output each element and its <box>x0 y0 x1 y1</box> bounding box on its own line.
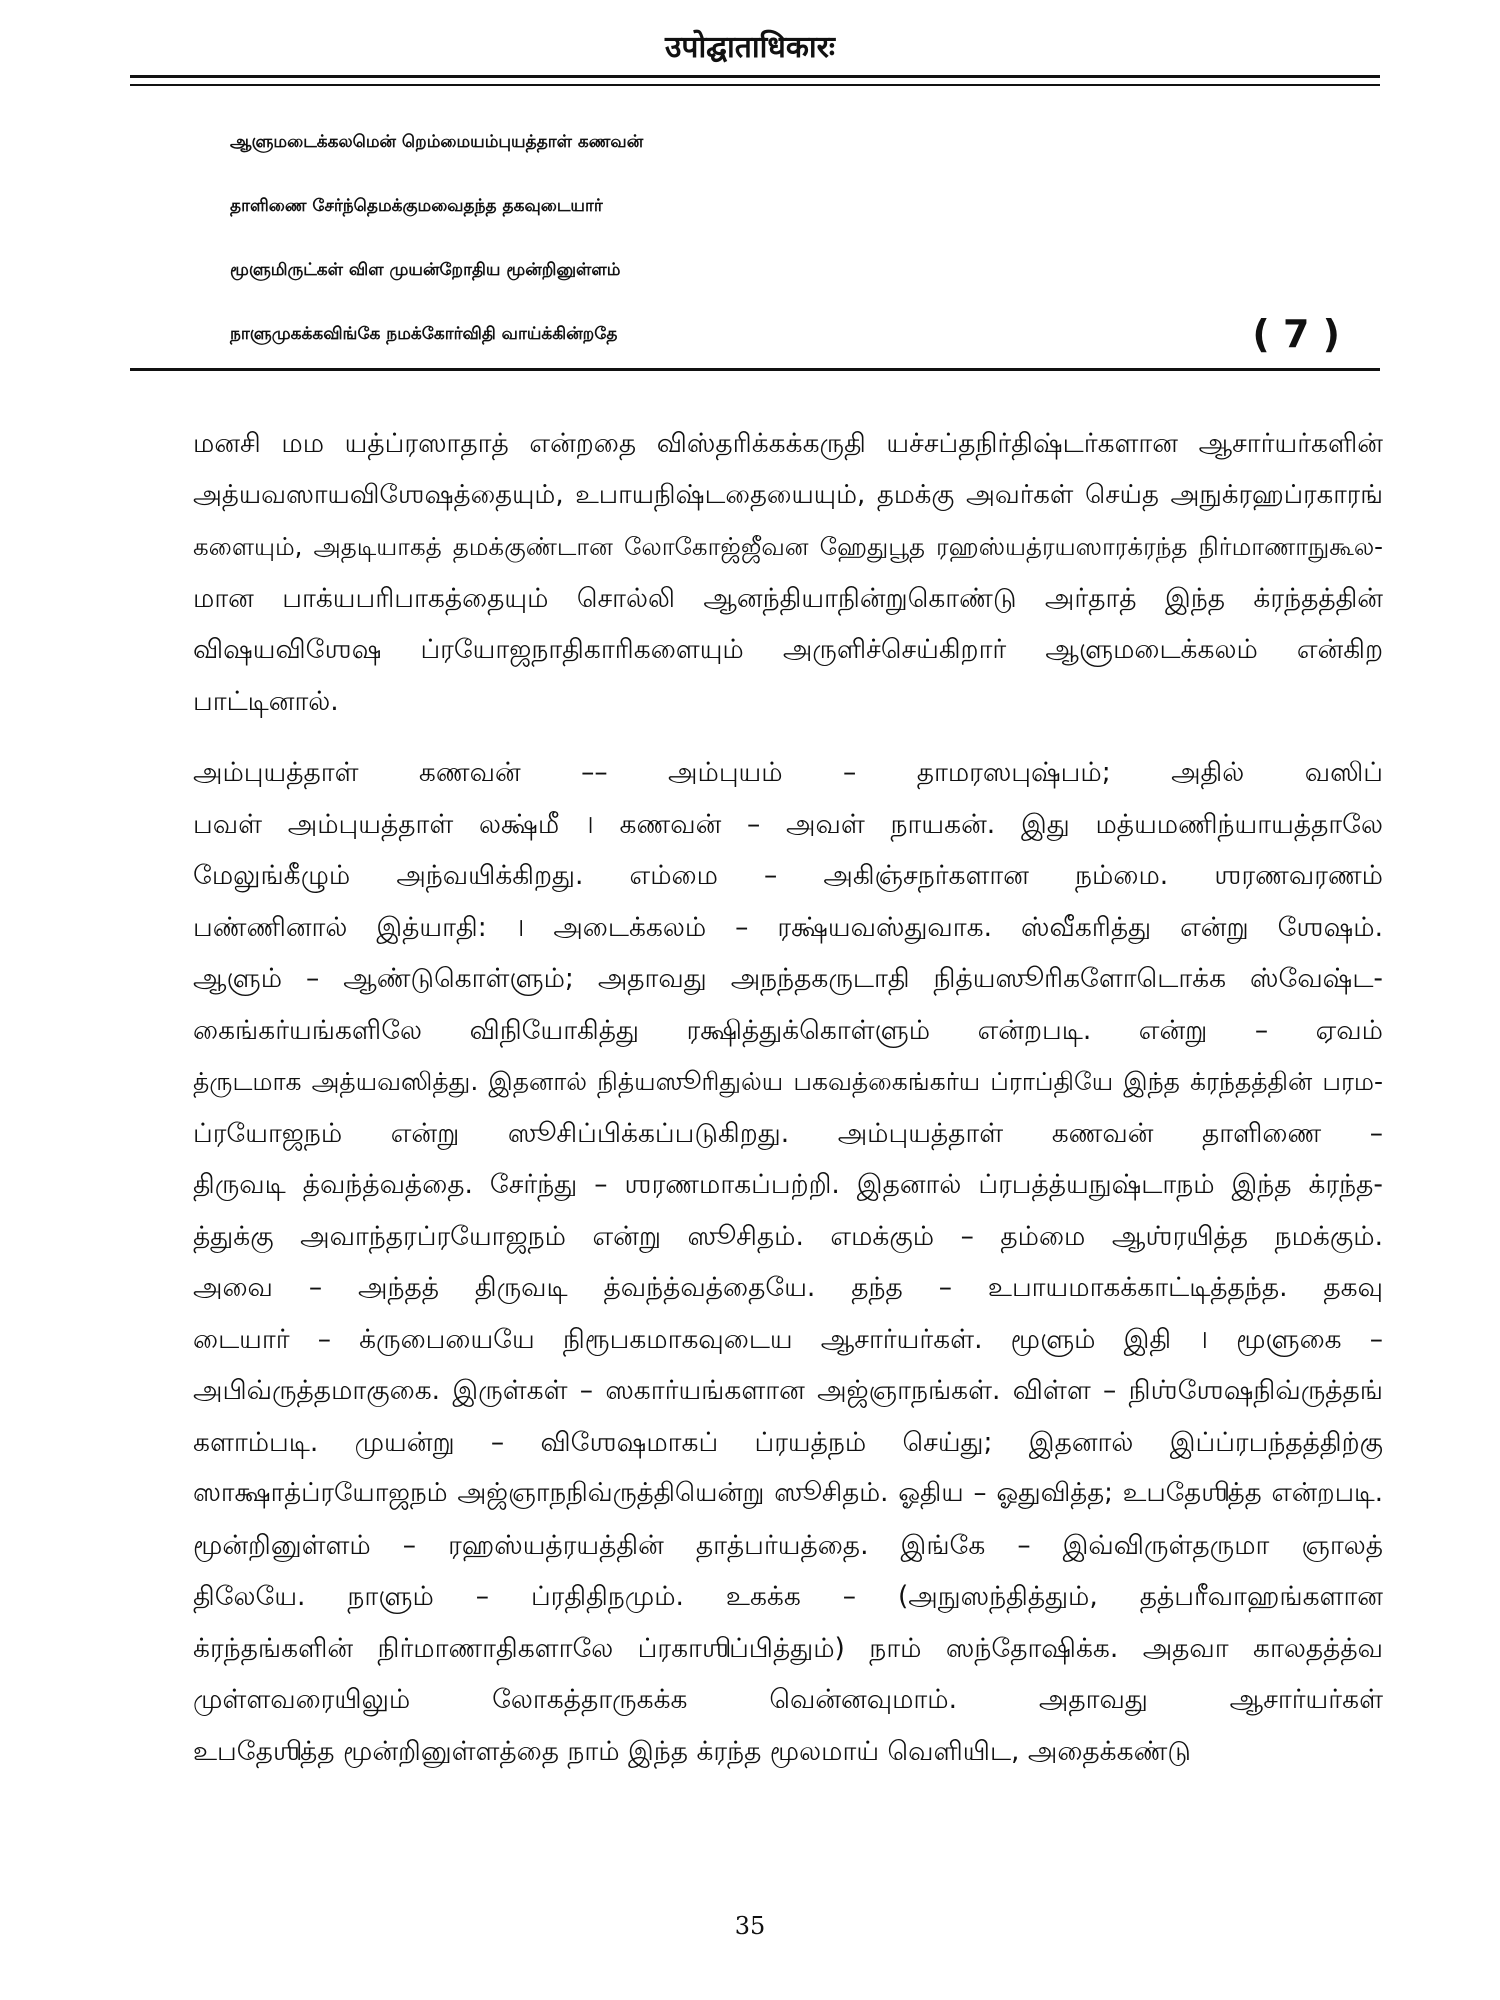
text-line: களையும், அதடியாகத் தமக்குண்டான லோகோஜ்ஜீவன ஹேதுபூத ரஹஸ்யத்ரயஸாரக்ரந்த நிர்மாணாநுகூல- <box>193 532 1383 561</box>
text-line: விஷயவிஶேஷ ப்ரயோஜநாதிகாரிகளையும் அருளிச்செய்கிறார் ஆளுமடைக்கலம் என்கிற <box>193 634 1383 665</box>
text-line: த்துக்கு அவாந்தரப்ரயோஜநம் என்று ஸூசிதம். எமக்கும் – தம்மை ஆஶ்ரயித்த நமக்கும். <box>193 1220 1383 1252</box>
paragraph-word-meaning <box>133 747 1383 1777</box>
verse-line: தாளிணை சேர்ந்தெமக்குமவைதந்த தகவுடையார் <box>230 196 603 216</box>
text-line: மனசி மம யத்ப்ரஸாதாத் என்றதை விஸ்தரிக்கக்கருதி யச்சப்தநிர்திஷ்டர்களான ஆசார்யர்களின் <box>193 428 1383 459</box>
text-line: ஆளும் – ஆண்டுகொள்ளும்; அதாவது அநந்தகருடாதி நித்யஸூரிகளோடொக்க ஸ்வேஷ்ட- <box>193 963 1383 994</box>
text-line: அம்புயத்தாள் கணவன் –– அம்புயம் – தாமரஸபுஷ்பம்; அதில் வஸிப் <box>193 757 1383 788</box>
text-line: அத்யவஸாயவிஶேஷத்தையும், உபாயநிஷ்டதையையும், தமக்கு அவர்கள் செய்த அநுக்ரஹப்ரகாரங் <box>193 479 1383 510</box>
text-line: கைங்கர்யங்களிலே விநியோகித்து ரக்ஷித்துக்கொள்ளும் என்றபடி. என்று – ஏவம் <box>193 1014 1383 1046</box>
text-line: ப்ரயோஜநம் என்று ஸூசிப்பிக்கப்படுகிறது. அம்புயத்தாள் கணவன் தாளிணை – <box>193 1117 1383 1149</box>
verse-line: மூளுமிருட்கள் விள முயன்றோதிய மூன்றினுள்ளம் <box>230 260 621 280</box>
text-line: க்ரந்தங்களின் நிர்மாணாதிகளாலே ப்ரகாஶிப்பித்தும்) நாம் ஸந்தோஷிக்க. அதவா காலதத்த்வ <box>193 1632 1383 1664</box>
commentary-text <box>133 418 1383 1777</box>
verse-divider-rule <box>130 368 1380 371</box>
text-line: மூன்றினுள்ளம் – ரஹஸ்யத்ரயத்தின் தாத்பர்யத்தை. இங்கே – இவ்விருள்தருமா ஞாலத் <box>193 1529 1383 1561</box>
text-line: உபதேஶித்த மூன்றினுள்ளத்தை நாம் இந்த க்ரந்த மூலமாய் வெளியிட, அதைக்கண்டு <box>193 1735 1191 1767</box>
header-rule-thin <box>130 84 1380 86</box>
verse-line: ஆளுமடைக்கலமென் றெம்மையம்புயத்தாள் கணவன் <box>230 132 644 152</box>
text-line: அபிவ்ருத்தமாகுகை. இருள்கள் – ஸகார்யங்களான அஜ்ஞாநங்கள். விள்ள – நிஶ்ஶேஷநிவ்ருத்தங் <box>193 1375 1383 1406</box>
text-line: மான பாக்யபரிபாகத்தையும் சொல்லி ஆனந்தியாநின்றுகொண்டு அர்தாத் இந்த க்ரந்தத்தின் <box>193 582 1383 614</box>
paragraph-intro <box>133 418 1383 727</box>
text-line: திலேயே. நாளும் – ப்ரதிதிநமும். உகக்க – (அநுஸந்தித்தும், தத்பரீவாஹங்களான <box>193 1581 1383 1612</box>
text-line: திருவடி த்வந்த்வத்தை. சேர்ந்து – ஶரணமாகப்பற்றி. இதனால் ப்ரபத்த்யநுஷ்டாநம் இந்த க்ரந்த- <box>193 1169 1383 1200</box>
header-rule-thick <box>130 75 1380 78</box>
text-line: த்ருடமாக அத்யவஸித்து. இதனால் நித்யஸூரிதுல்ய பகவத்கைங்கர்ய ப்ராப்தியே இந்த க்ரந்தத்தின் பரம- <box>193 1067 1383 1096</box>
text-line: பண்ணினால் இத்யாதி: । அடைக்கலம் – ரக்ஷ்யவஸ்துவாக. ஸ்வீகரித்து என்று ஶேஷம். <box>193 911 1383 943</box>
page-header: उपोद्घाताधिकारः <box>664 30 835 65</box>
text-line: அவை – அந்தத் திருவடி த்வந்த்வத்தையே. தந்த – உபாயமாகக்காட்டித்தந்த. தகவு <box>193 1272 1383 1303</box>
verse-line: நாளுமுகக்கவிங்கே நமக்கோர்விதி வாய்க்கின்றதே <box>230 324 618 344</box>
page-number: 35 <box>734 1912 766 1940</box>
text-line: டையார் – க்ருபையையே நிரூபகமாகவுடைய ஆசார்யர்கள். மூளும் இதி । மூளுகை – <box>193 1323 1383 1355</box>
text-line: பாட்டினால். <box>193 685 339 717</box>
text-line: களாம்படி. முயன்று – விஶேஷமாகப் ப்ரயத்நம் செய்து; இதனால் இப்ப்ரபந்தத்திற்கு <box>193 1426 1383 1458</box>
text-line: முள்ளவரையிலும் லோகத்தாருகக்க வென்னவுமாம். அதாவது ஆசார்யர்கள் <box>193 1684 1383 1715</box>
text-line: பவள் அம்புயத்தாள் லக்ஷ்மீ । கணவன் – அவள் நாயகன். இது மத்யமணிந்யாயத்தாலே <box>193 808 1383 840</box>
verse-block <box>230 110 1360 366</box>
text-line: ஸாக்ஷாத்ப்ரயோஜநம் அஜ்ஞாநநிவ்ருத்தியென்று ஸூசிதம். ஓதிய – ஓதுவித்த; உபதேஶித்த என்றபடி. <box>193 1478 1383 1508</box>
verse-number: ( 7 ) <box>1252 312 1340 356</box>
text-line: மேலுங்கீழும் அந்வயிக்கிறது. எம்மை – அகிஞ்சநர்களான நம்மை. ஶரணவரணம் <box>193 860 1383 891</box>
